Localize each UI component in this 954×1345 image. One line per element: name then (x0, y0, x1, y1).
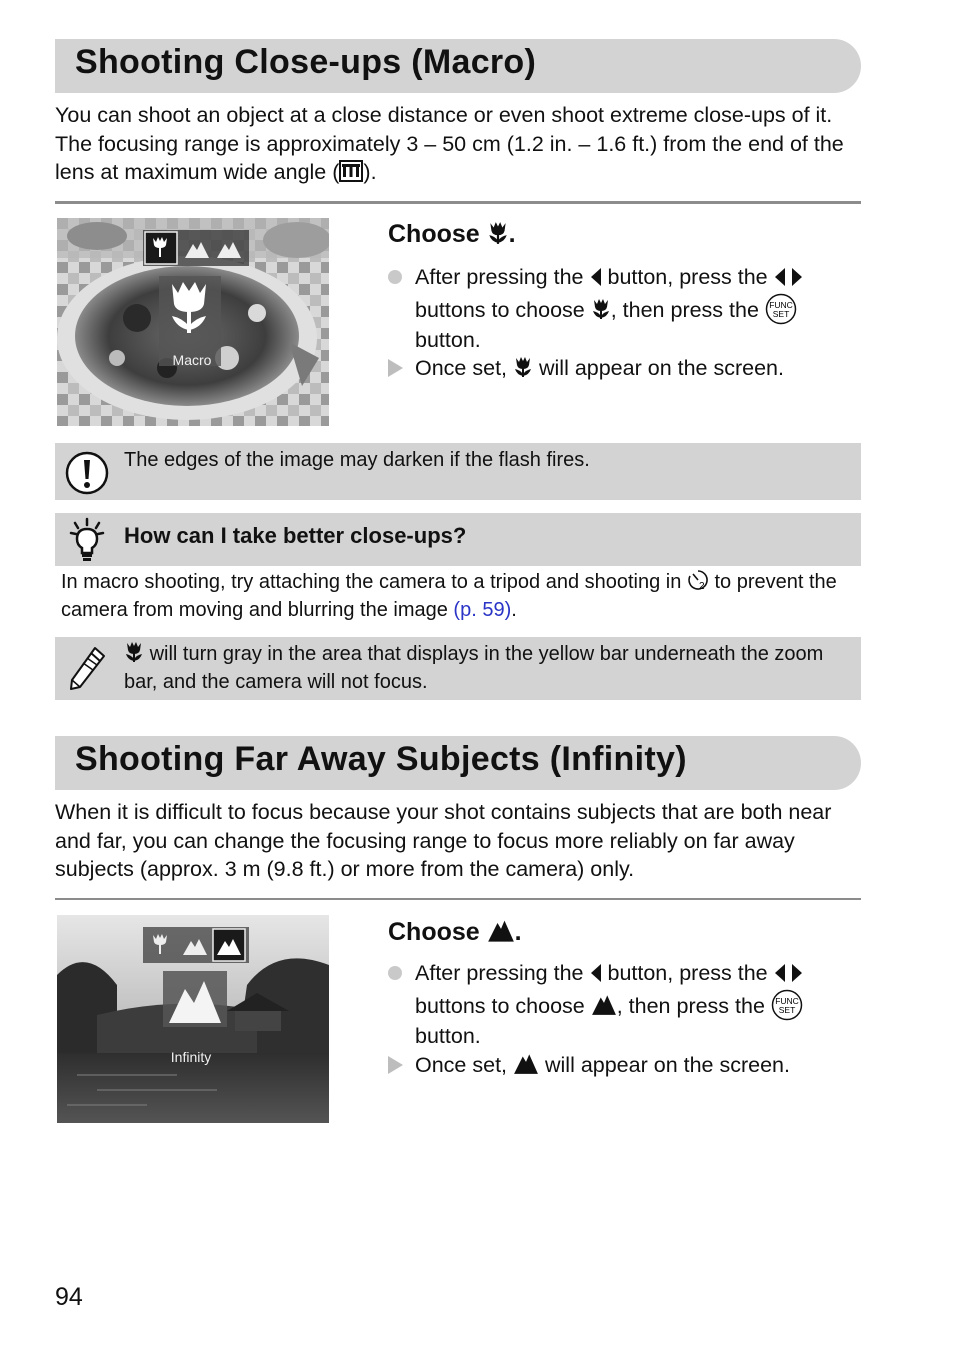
macro-photo-label: Macro (172, 352, 212, 368)
macro-tulip-icon (124, 641, 144, 663)
macro-intro (55, 101, 865, 187)
bullet-dot-icon (388, 270, 402, 284)
macro-step1-text-d: , then press the (610, 297, 759, 322)
infinity-choose-heading: Choose . (388, 918, 522, 946)
tip-body-text-1: In macro shooting, try attaching the camera to a tripod and shooting in (61, 571, 682, 593)
func-label-bottom: SET (778, 1004, 796, 1015)
infinity-step-2 (388, 1050, 858, 1081)
infinity-step-1 (388, 958, 858, 1052)
macro-screen-photo (57, 218, 329, 426)
macro-step1-text-b: button, press the (607, 265, 768, 289)
bullet-dot-icon (388, 966, 402, 980)
func-set-button-icon (771, 989, 803, 1021)
macro-step1-text-c: buttons to choose (415, 297, 585, 322)
page-59-link[interactable]: (p. 59) (453, 599, 512, 621)
lightbulb-icon (69, 517, 105, 563)
note-text (124, 640, 854, 696)
macro-intro-text-end: ). (363, 160, 377, 184)
infinity-intro: When it is difficult to focus because your shot contains subjects that are both near and far, you can change the focusing range to focus more reliably on far away subjects (approx. 3 m (9.8 ft.) or more from the camera) only. (55, 800, 832, 881)
infinity-step2-text-b: will appear on the screen. (544, 1053, 790, 1077)
func-label-top: FUNC (775, 995, 799, 1006)
svg-text:2: 2 (698, 581, 705, 591)
tip-header-box (55, 513, 861, 566)
infinity-mountain-icon (487, 917, 515, 943)
tip-body-text-3: . (511, 599, 517, 621)
infinity-divider (55, 898, 861, 900)
macro-step-2 (388, 353, 858, 384)
macro-step1-text-e: button. (415, 328, 481, 352)
macro-step1-text-a: After pressing the (415, 265, 584, 289)
infinity-step1-text-d: , then press the (616, 993, 765, 1018)
infinity-mountain-icon (591, 992, 617, 1016)
infinity-step1-text-b: button, press the (607, 961, 768, 985)
left-button-icon (590, 267, 602, 287)
macro-section-header (55, 39, 861, 93)
caution-exclamation-icon (65, 451, 109, 495)
macro-choose-heading: Choose . (388, 220, 516, 248)
macro-step2-text-b: will appear on the screen. (538, 356, 784, 380)
macro-tulip-icon (487, 221, 509, 245)
infinity-choose-text: Choose (388, 918, 480, 946)
infinity-step1-text-c: buttons to choose (415, 993, 585, 1018)
macro-choose-text: Choose (388, 220, 480, 248)
macro-title: Shooting Close-ups (Macro) (75, 43, 537, 81)
tip-title: How can I take better close-ups? (124, 523, 467, 548)
macro-tulip-icon (591, 298, 611, 320)
caution-text: The edges of the image may darken if the flash fires. (124, 449, 590, 471)
infinity-step2-text-a: Once set, (415, 1053, 508, 1077)
infinity-mountain-icon (513, 1051, 539, 1075)
left-right-buttons-icon (774, 267, 804, 287)
infinity-step1-text-a: After pressing the (415, 961, 584, 985)
tip-body-text-2: to prevent the camera from moving and blurring the image (61, 571, 837, 621)
infinity-screen-photo (57, 915, 329, 1123)
infinity-title: Shooting Far Away Subjects (Infinity) (75, 740, 687, 778)
tip-body (61, 568, 851, 624)
macro-divider (55, 201, 861, 204)
pencil-icon (67, 645, 107, 693)
left-button-icon (590, 963, 602, 983)
note-text-body: will turn gray in the area that displays in the yellow bar underneath the zoom bar, and the camera will not focus. (124, 643, 824, 693)
page-number: 94 (55, 1283, 83, 1311)
left-right-buttons-icon (774, 963, 804, 983)
wide-angle-icon (339, 160, 363, 182)
macro-intro-text: You can shoot an object at a close distance or even shoot extreme close-ups of it. The focusing range is approximately 3 – 50 cm (1.2 in. – 1.6 ft.) from the end of the lens at maximum wide angle ( (55, 103, 844, 184)
infinity-section-header (55, 736, 861, 790)
func-label-bottom: SET (772, 308, 790, 319)
func-label-top: FUNC (769, 299, 793, 310)
func-set-button-icon (765, 293, 797, 325)
macro-step-1 (388, 262, 858, 356)
infinity-step1-text-e: button. (415, 1024, 481, 1048)
result-arrow-icon (388, 359, 403, 377)
result-arrow-icon (388, 1056, 403, 1074)
macro-tulip-icon (513, 356, 533, 378)
macro-step2-text-a: Once set, (415, 356, 508, 380)
infinity-photo-label: Infinity (170, 1049, 212, 1065)
self-timer-icon (687, 569, 709, 591)
